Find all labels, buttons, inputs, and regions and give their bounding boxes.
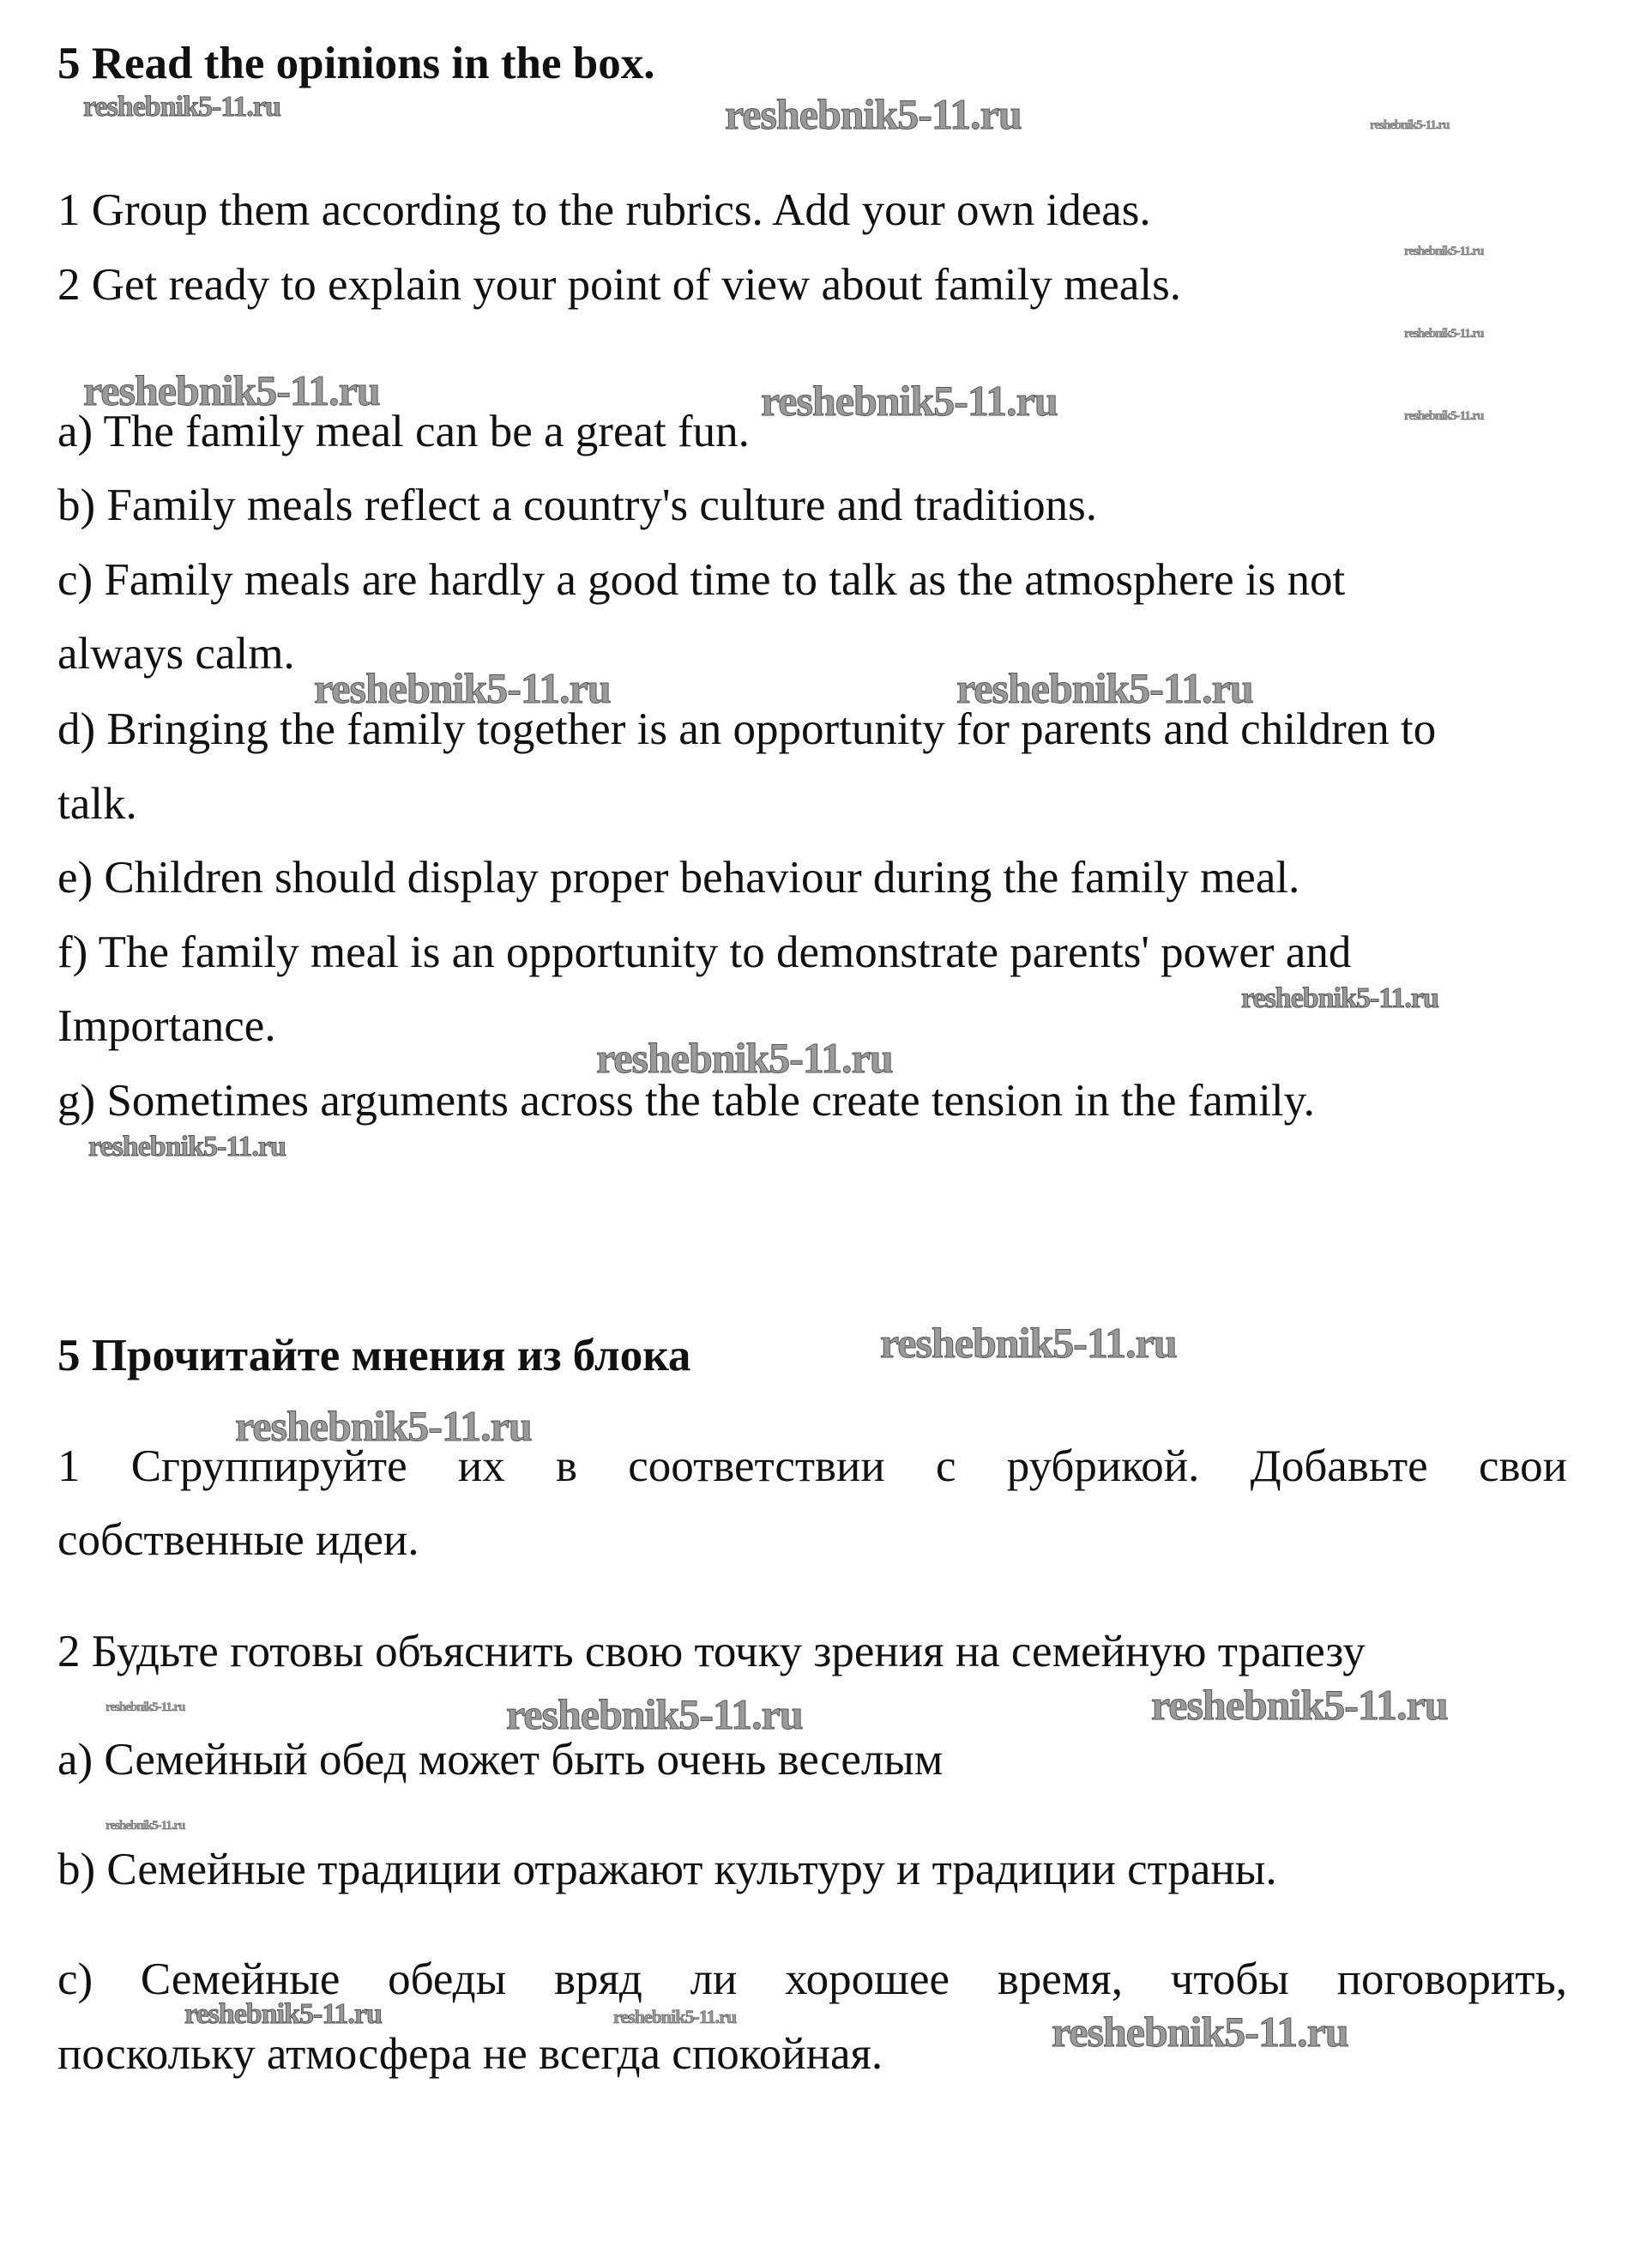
opinion-f-en-cont: Importance. bbox=[57, 1001, 276, 1051]
watermark: reshebnik5-11.ru bbox=[106, 1700, 185, 1714]
exercise-title-ru: 5 Прочитайте мнения из блока bbox=[57, 1331, 691, 1380]
opinion-b-en: b) Family meals reflect a country's culture and traditions. bbox=[57, 480, 1097, 530]
watermark: reshebnik5-11.ru bbox=[725, 90, 1022, 138]
watermark: reshebnik5-11.ru bbox=[613, 2006, 737, 2027]
watermark: reshebnik5-11.ru bbox=[83, 366, 380, 414]
opinion-c-en: c) Family meals are hardly a good time to talk as the atmosphere is not bbox=[57, 555, 1346, 605]
watermark: reshebnik5-11.ru bbox=[106, 1819, 185, 1833]
opinion-c-ru-cont: поскольку атмосфера не всегда спокойная. bbox=[57, 2029, 883, 2079]
task-1-en: 1 Group them according to the rubrics. Add your own ideas. bbox=[57, 185, 1151, 235]
opinion-a-en: a) The family meal can be a great fun. bbox=[57, 407, 750, 456]
watermark: reshebnik5-11.ru bbox=[1404, 327, 1484, 341]
opinion-c-en-cont: always calm. bbox=[57, 629, 295, 679]
watermark: reshebnik5-11.ru bbox=[1151, 1681, 1448, 1729]
watermark: reshebnik5-11.ru bbox=[88, 1131, 286, 1163]
watermark: reshebnik5-11.ru bbox=[235, 1402, 532, 1450]
watermark: reshebnik5-11.ru bbox=[956, 664, 1253, 712]
watermark: reshebnik5-11.ru bbox=[506, 1690, 803, 1738]
watermark: reshebnik5-11.ru bbox=[596, 1034, 893, 1082]
watermark: reshebnik5-11.ru bbox=[1370, 118, 1450, 132]
watermark: reshebnik5-11.ru bbox=[83, 91, 280, 123]
watermark: reshebnik5-11.ru bbox=[1404, 409, 1484, 423]
opinion-d-en: d) Bringing the family together is an opportunity for parents and children to bbox=[57, 704, 1437, 754]
opinion-b-ru: b) Семейные традиции отражают культуру и традиции страны. bbox=[57, 1845, 1277, 1894]
watermark: reshebnik5-11.ru bbox=[880, 1319, 1177, 1367]
opinion-g-en: g) Sometimes arguments across the table create tension in the family. bbox=[57, 1076, 1315, 1126]
task-1-ru-cont: собственные идеи. bbox=[57, 1515, 419, 1565]
opinion-d-en-cont: talk. bbox=[57, 779, 137, 829]
watermark: reshebnik5-11.ru bbox=[761, 377, 1058, 425]
opinion-c-ru: c) Семейные обеды вряд ли хорошее время, чтобы поговорить, bbox=[57, 1954, 1567, 2004]
watermark: reshebnik5-11.ru bbox=[1241, 982, 1438, 1014]
task-1-ru: 1 Сгруппируйте их в соответствии с рубрикой. Добавьте свои bbox=[57, 1441, 1567, 1491]
task-2-en: 2 Get ready to explain your point of view about family meals. bbox=[57, 260, 1181, 310]
watermark: reshebnik5-11.ru bbox=[184, 1998, 382, 2030]
opinion-a-ru: a) Семейный обед может быть очень веселым bbox=[57, 1735, 944, 1785]
watermark: reshebnik5-11.ru bbox=[314, 664, 611, 712]
watermark: reshebnik5-11.ru bbox=[1404, 245, 1484, 258]
task-2-ru: 2 Будьте готовы объяснить свою точку зрения на семейную трапезу bbox=[57, 1627, 1366, 1676]
opinion-f-en: f) The family meal is an opportunity to demonstrate parents' power and bbox=[57, 927, 1352, 977]
watermark: reshebnik5-11.ru bbox=[1052, 2008, 1348, 2056]
opinion-e-en: e) Children should display proper behaviour during the family meal. bbox=[57, 853, 1300, 903]
exercise-title-en: 5 Read the opinions in the box. bbox=[57, 39, 655, 88]
